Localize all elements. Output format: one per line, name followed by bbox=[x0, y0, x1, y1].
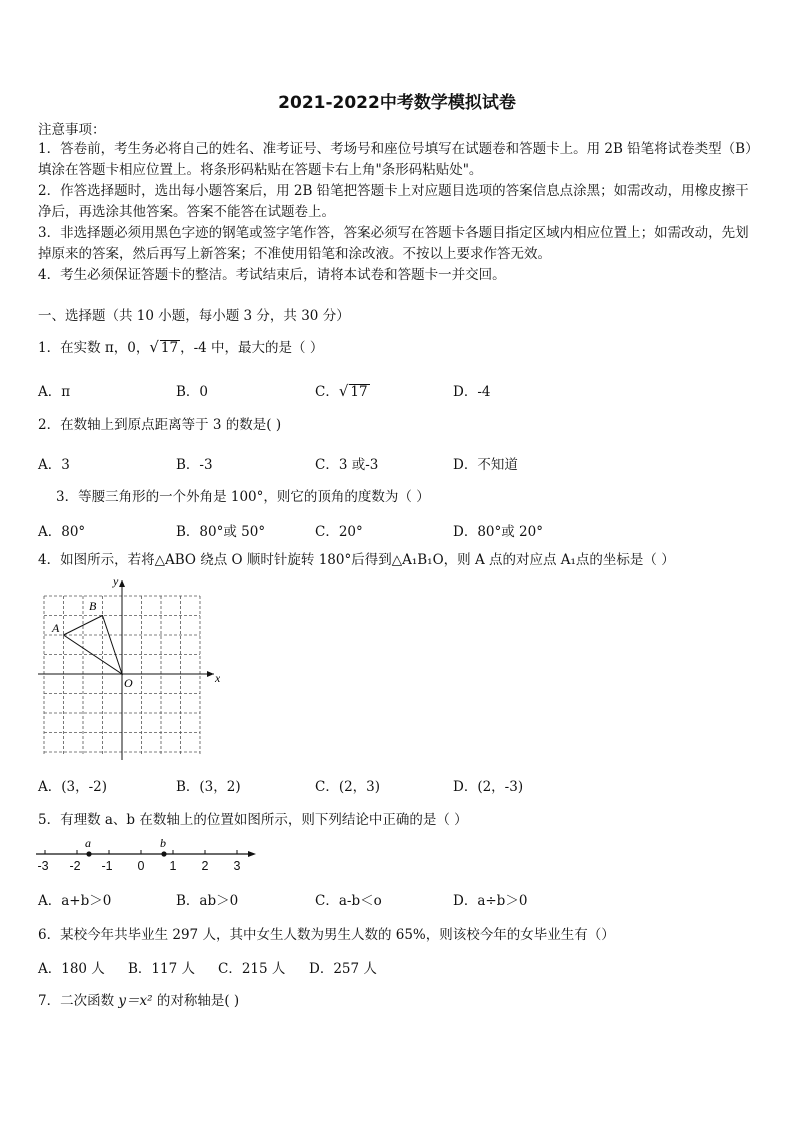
notice-item-4: 4．考生必须保证答题卡的整洁。考试结束后，请将本试卷和答题卡一并交回。 bbox=[38, 267, 506, 283]
triangle-abo bbox=[64, 616, 123, 675]
q3-option-b: B．80°或 50° bbox=[176, 524, 266, 540]
q3-option-c: C．20° bbox=[315, 524, 363, 540]
notice-heading: 注意事项： bbox=[38, 122, 106, 138]
question-2-stem: 2．在数轴上到原点距离等于 3 的数是( ) bbox=[38, 417, 282, 433]
q3-option-d: D．80°或 20° bbox=[453, 524, 543, 540]
point-b-label: B bbox=[89, 599, 97, 613]
tick-label: -1 bbox=[101, 859, 113, 873]
q6-option-d: D．257 人 bbox=[309, 961, 377, 977]
q1-option-c-label: C． bbox=[315, 384, 339, 400]
q1-option-a: A．π bbox=[38, 384, 71, 400]
point-a bbox=[86, 851, 91, 856]
question-7-text-a: 7．二次函数 bbox=[38, 993, 119, 1009]
q1-option-b: B．0 bbox=[176, 384, 209, 400]
point-a-label: A bbox=[52, 621, 60, 635]
point-a-label: a bbox=[85, 836, 91, 850]
sqrt-symbol: √ bbox=[149, 338, 159, 356]
coordinate-grid-figure bbox=[36, 574, 220, 760]
q3-option-a: A．80° bbox=[38, 524, 86, 540]
question-3-stem: 3．等腰三角形的一个外角是 100°，则它的顶角的度数为（ ） bbox=[56, 489, 430, 505]
q5-option-c: C．a-b＜o bbox=[315, 893, 382, 909]
tick-label: 2 bbox=[201, 859, 209, 873]
section-heading: 一、选择题（共 10 小题，每小题 3 分，共 30 分） bbox=[38, 308, 350, 324]
q5-option-b: B．ab＞0 bbox=[176, 893, 239, 909]
q4-option-d: D．(2，-3) bbox=[453, 779, 524, 795]
x-axis-label: x bbox=[215, 671, 220, 685]
question-1-radicand: 17 bbox=[160, 340, 179, 356]
question-1-text-a: 1．在实数 π，0， bbox=[38, 340, 150, 356]
q4-option-c: C．(2，3) bbox=[315, 779, 381, 795]
tick-label: -2 bbox=[69, 859, 81, 873]
q4-option-b: B．(3，2) bbox=[176, 779, 241, 795]
q6-option-c: C．215 人 bbox=[218, 961, 286, 977]
question-7-formula: y＝x² bbox=[118, 993, 153, 1009]
tick-label: -3 bbox=[37, 859, 49, 873]
q1-option-c bbox=[315, 380, 370, 400]
q1-option-d: D．-4 bbox=[453, 384, 491, 400]
q2-option-a: A．3 bbox=[38, 457, 70, 473]
q5-option-a: A．a+b＞0 bbox=[38, 893, 112, 909]
sqrt-symbol: √ bbox=[338, 382, 349, 400]
question-6-stem: 6．某校今年共毕业生 297 人，其中女生人数为男生人数的 65%，则该校今年的女毕业生有（） bbox=[38, 927, 615, 943]
question-4-stem: 4．如图所示，若将△ABO 绕点 O 顺时针旋转 180°后得到△A₁B₁O，则 A 点的对应点 A₁点的坐标是（ ） bbox=[38, 552, 675, 568]
tick-label: 1 bbox=[169, 859, 177, 873]
tick-label: 3 bbox=[233, 859, 241, 873]
question-1-text-b: ，-4 中，最大的是（ ） bbox=[180, 340, 324, 356]
y-axis-label: y bbox=[113, 574, 119, 588]
origin-label: O bbox=[124, 676, 133, 690]
q4-option-a: A．(3，-2) bbox=[38, 779, 108, 795]
question-7-text-b: 的对称轴是( ) bbox=[152, 993, 240, 1009]
notice-item-3: 3．非选择题必须用黑色字迹的钢笔或签字笔作答，答案必须写在答题卡各题目指定区域内相应位置上；如需改动，先划掉原来的答案，然后再写上新答案；不准使用铅笔和涂改液。不按以上要求作答无效。 bbox=[38, 225, 749, 262]
q2-option-b: B．-3 bbox=[176, 457, 213, 473]
q1-option-c-radicand: 17 bbox=[350, 384, 368, 400]
question-5-stem: 5．有理数 a、b 在数轴上的位置如图所示，则下列结论中正确的是（ ） bbox=[38, 812, 468, 828]
q5-option-d: D．a÷b＞0 bbox=[453, 893, 528, 909]
page-title: 2021-2022中考数学模拟试卷 bbox=[278, 93, 516, 113]
q2-option-c: C．3 或-3 bbox=[315, 457, 379, 473]
point-b-label: b bbox=[160, 836, 166, 850]
number-line-figure bbox=[34, 834, 258, 874]
notice-item-1: 1．答卷前，考生务必将自己的姓名、准考证号、考场号和座位号填写在试题卷和答题卡上。用 2B 铅笔将试卷类型（B）填涂在答题卡相应位置上。将条形码粘贴在答题卡右上角"条形码粘贴处"。 bbox=[38, 141, 759, 178]
question-1-stem bbox=[38, 338, 323, 357]
tick-label: 0 bbox=[137, 859, 145, 873]
q6-option-b: B．117 人 bbox=[128, 961, 195, 977]
point-b bbox=[161, 851, 166, 856]
question-7-stem bbox=[38, 992, 239, 1010]
notice-item-2: 2．作答选择题时，选出每小题答案后，用 2B 铅笔把答题卡上对应题目选项的答案信息点涂黑；如需改动，用橡皮擦干净后，再选涂其他答案。答案不能答在试题卷上。 bbox=[38, 183, 749, 220]
q2-option-d: D．不知道 bbox=[453, 457, 518, 473]
q6-option-a: A．180 人 bbox=[38, 961, 105, 977]
